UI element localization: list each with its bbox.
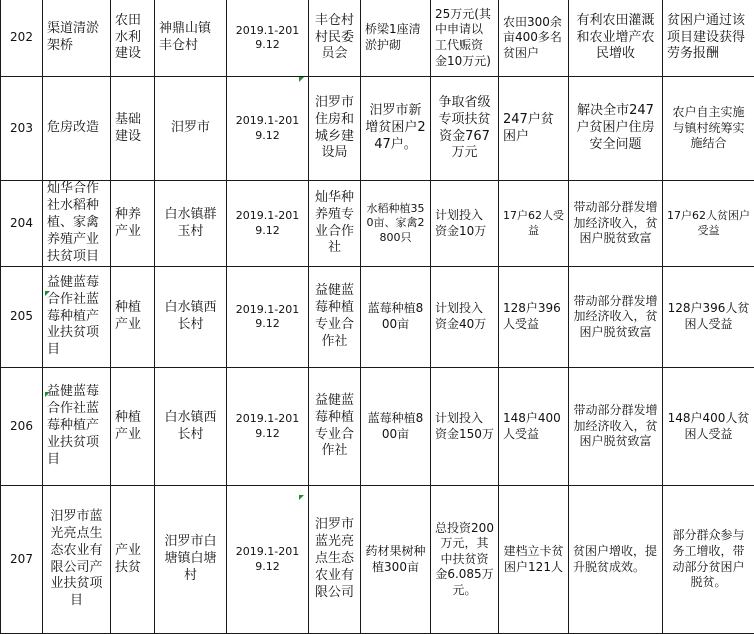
cell-id[interactable]: 202 — [1, 0, 43, 77]
cell-id[interactable]: 206 — [1, 368, 43, 486]
cell-unit[interactable]: 丰仓村村民委员会 — [309, 0, 361, 77]
cell-mechanism[interactable]: 128户396人贫困人受益 — [663, 267, 754, 368]
cell-beneficiaries[interactable]: 农田300余亩400多名贫困户 — [499, 0, 569, 77]
cell-content[interactable]: 汨罗市新增贫困户247户。 — [361, 77, 431, 181]
cell-fund[interactable]: 25万元(其中申请以工代赈资金10万元) — [431, 0, 499, 77]
cell-project-type[interactable]: 基础建设 — [111, 77, 155, 181]
cell-beneficiaries[interactable]: 247户贫困户 — [499, 77, 569, 181]
cell-beneficiaries[interactable]: 128户396人受益 — [499, 267, 569, 368]
cell-effect[interactable]: 带动部分群发增加经济收入，贫困户脱贫致富 — [569, 368, 663, 486]
cell-location[interactable]: 神鼎山镇丰仓村 — [155, 0, 227, 77]
cell-effect[interactable]: 贫困户增收，提升脱贫成效。 — [569, 486, 663, 634]
cell-id[interactable]: 207 — [1, 486, 43, 634]
cell-content[interactable]: 药材果树种植300亩 — [361, 486, 431, 634]
cell-comment-indicator-icon — [299, 495, 304, 500]
cell-project-type[interactable]: 种植产业 — [111, 267, 155, 368]
table-row[interactable] — [1, 181, 754, 267]
cell-project-name[interactable]: 灿华合作社水稻种植、家禽养殖产业扶贫项目 — [43, 181, 111, 267]
cell-location[interactable]: 汨罗市白塘镇白塘村 — [155, 486, 227, 634]
cell-effect[interactable]: 带动部分群发增加经济收入，贫困户脱贫致富 — [569, 267, 663, 368]
cell-project-name[interactable]: 益健蓝莓合作社蓝莓种植产业扶贫项目 — [43, 267, 111, 368]
cell-beneficiaries[interactable]: 17户62人受益 — [499, 181, 569, 267]
cell-location[interactable]: 白水镇群玉村 — [155, 181, 227, 267]
cell-unit[interactable]: 汨罗市住房和城乡建设局 — [309, 77, 361, 181]
cell-project-type[interactable]: 产业扶贫 — [111, 486, 155, 634]
cell-location[interactable]: 汨罗市 — [155, 77, 227, 181]
cell-content[interactable]: 桥梁1座清淤护砌 — [361, 0, 431, 77]
cell-beneficiaries[interactable]: 148户400人受益 — [499, 368, 569, 486]
cell-content[interactable]: 蓝莓种植800亩 — [361, 267, 431, 368]
cell-period[interactable]: 2019.1-2019.12 — [227, 267, 309, 368]
cell-period[interactable]: 2019.1-2019.12 — [227, 368, 309, 486]
cell-unit[interactable]: 灿华种养殖专业合作社 — [309, 181, 361, 267]
cell-id[interactable]: 203 — [1, 77, 43, 181]
cell-fund[interactable]: 计划投入资金10万 — [431, 181, 499, 267]
cell-period[interactable]: 2019.1-2019.12 — [227, 77, 309, 181]
cell-content[interactable]: 蓝莓种植800亩 — [361, 368, 431, 486]
table-row[interactable] — [1, 77, 754, 181]
cell-fund[interactable]: 争取省级专项扶贫资金767万元 — [431, 77, 499, 181]
cell-comment-indicator-icon — [45, 291, 50, 296]
cell-project-name[interactable]: 汨罗市蓝光亮点生态农业有限公司产业扶贫项目 — [43, 486, 111, 634]
cell-mechanism[interactable]: 148户400人贫困人受益 — [663, 368, 754, 486]
cell-mechanism[interactable]: 部分群众参与务工增收，带动部分贫困户脱贫。 — [663, 486, 754, 634]
cell-id[interactable]: 204 — [1, 181, 43, 267]
cell-effect[interactable]: 解决全市247户贫困户住房安全问题 — [569, 77, 663, 181]
cell-fund[interactable]: 总投资200万元，其中扶贫资金6.085万元。 — [431, 486, 499, 634]
cell-comment-indicator-icon — [45, 392, 50, 397]
cell-fund[interactable]: 计划投入资金40万 — [431, 267, 499, 368]
table-row[interactable] — [1, 267, 754, 368]
cell-unit[interactable]: 益健蓝莓种植专业合作社 — [309, 368, 361, 486]
table-row[interactable] — [1, 368, 754, 486]
cell-effect[interactable]: 有利农田灌溉和农业增产农民增收 — [569, 0, 663, 77]
cell-project-name[interactable]: 渠道清淤架桥 — [43, 0, 111, 77]
cell-beneficiaries[interactable]: 建档立卡贫困户121人 — [499, 486, 569, 634]
cell-period[interactable]: 2019.1-2019.12 — [227, 486, 309, 634]
cell-mechanism[interactable]: 17户62人贫困户受益 — [663, 181, 754, 267]
cell-comment-indicator-icon — [299, 77, 304, 82]
cell-mechanism[interactable]: 农户自主实施与镇村统筹实施结合 — [663, 77, 754, 181]
cell-project-name[interactable]: 益健蓝莓合作社蓝莓种植产业扶贫项目 — [43, 368, 111, 486]
cell-location[interactable]: 白水镇西长村 — [155, 267, 227, 368]
cell-project-type[interactable]: 农田水利建设 — [111, 0, 155, 77]
table-row[interactable] — [1, 0, 754, 77]
cell-mechanism[interactable]: 贫困户通过该项目建设获得劳务报酬 — [663, 0, 754, 77]
cell-unit[interactable]: 汨罗市蓝光亮点生态农业有限公司 — [309, 486, 361, 634]
cell-project-name[interactable]: 危房改造 — [43, 77, 111, 181]
cell-period[interactable]: 2019.1-2019.12 — [227, 181, 309, 267]
cell-project-type[interactable]: 种养产业 — [111, 181, 155, 267]
cell-content[interactable]: 水稻种植350亩、家禽2800只 — [361, 181, 431, 267]
cell-unit[interactable]: 益健蓝莓种植专业合作社 — [309, 267, 361, 368]
cell-id[interactable]: 205 — [1, 267, 43, 368]
cell-effect[interactable]: 带动部分群发增加经济收入，贫困户脱贫致富 — [569, 181, 663, 267]
table-row[interactable] — [1, 486, 754, 634]
cell-fund[interactable]: 计划投入资金150万 — [431, 368, 499, 486]
cell-location[interactable]: 白水镇西长村 — [155, 368, 227, 486]
cell-project-type[interactable]: 种植产业 — [111, 368, 155, 486]
cell-period[interactable]: 2019.1-2019.12 — [227, 0, 309, 77]
